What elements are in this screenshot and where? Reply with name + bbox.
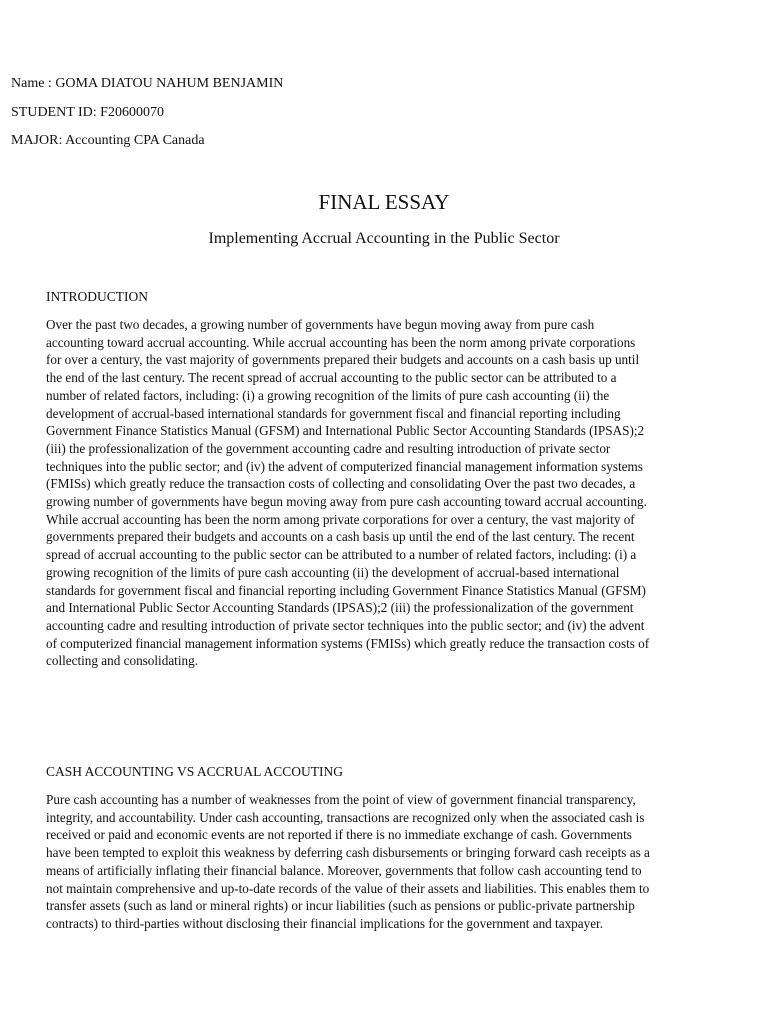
- paragraph-line: (iii) the professionalization of the government accounting cadre and resulting introduction of private sector: [46, 440, 611, 456]
- paragraph-line: While accrual accounting has been the norm among private corporations for over a century, the vast majority of: [46, 511, 635, 527]
- section-paragraph-introduction: [46, 316, 731, 670]
- essay-title: FINAL ESSAY: [318, 190, 450, 214]
- paragraph-line: governments prepared their budgets and accounts on a cash basis up until the end of the last century. The recent: [46, 529, 635, 545]
- paragraph-line: (FMISs) which greatly reduce the transaction costs of collecting and consolidating Over the past two decades, a: [46, 476, 636, 492]
- student-name: Name : GOMA DIATOU NAHUM BENJAMIN: [11, 76, 284, 91]
- paragraph-line: transfer assets (such as land or mineral rights) or incur liabilities (such as pensions or public-private partnership: [46, 898, 635, 914]
- paragraph-line: Government Finance Statistics Manual (GFSM) and International Public Sector Accounting Standards (IPSAS);2: [46, 423, 645, 439]
- paragraph-line: Over the past two decades, a growing number of governments have begun moving away from pure cash: [46, 317, 595, 332]
- paragraph-line: not maintain comprehensive and up-to-date records of the value of their assets and liabilities. This enables them to: [46, 880, 650, 896]
- section-heading-introduction: INTRODUCTION: [46, 289, 148, 304]
- paragraph-line: growing recognition of the limits of pure cash accounting (ii) the development of accrual-based international: [46, 564, 620, 580]
- student-id: STUDENT ID: F20600070: [11, 105, 164, 120]
- paragraph-line: techniques into the public sector; and (iv) the advent of computerized financial management information systems: [46, 458, 643, 474]
- paragraph-line: have been tempted to exploit this weakness by deferring cash disbursements or bringing forward cash receipts as a: [46, 845, 650, 861]
- paragraph-line: for over a century, the vast majority of governments prepared their budgets and accounts on a cash basis up until: [46, 352, 640, 368]
- section-heading-cash-vs-accrual: CASH ACCOUNTING VS ACCRUAL ACCOUTING: [46, 764, 344, 779]
- essay-subtitle: Implementing Accrual Accounting in the Public Sector: [208, 230, 560, 247]
- paragraph-line: growing number of governments have begun moving away from pure cash accounting toward accrual accounting.: [46, 494, 647, 510]
- paragraph-line: integrity, and accountability. Under cash accounting, transactions are recognized only when the associated cash is: [46, 809, 645, 825]
- paragraph-line: of computerized financial management information systems (FMISs) which greatly reduce the transaction costs of: [46, 635, 650, 651]
- section-paragraph-cash-vs-accrual: [46, 791, 731, 933]
- paragraph-line: accounting cadre and resulting introduction of private sector techniques into the public sector; and (iv) the advent: [46, 617, 645, 633]
- paragraph-line: Pure cash accounting has a number of weaknesses from the point of view of government financial transparency,: [46, 792, 636, 807]
- paragraph-line: received or paid and economic events are not reported if there is no immediate exchange of cash. Governments: [46, 827, 632, 843]
- paragraph-line: development of accrual-based international standards for government fiscal and financial reporting including: [46, 405, 621, 421]
- paragraph-line: number of related factors, including: (i) a growing recognition of the limits of pure cash accounting (ii) the: [46, 387, 610, 403]
- student-major: MAJOR: Accounting CPA Canada: [11, 133, 205, 148]
- paragraph-line: means of artificially inflating their financial balance. Moreover, governments that follow cash accounting tend to: [46, 862, 642, 878]
- paragraph-line: collecting and consolidating.: [46, 653, 198, 669]
- paragraph-line: spread of accrual accounting to the public sector can be attributed to a number of related factors, including: (i) a: [46, 547, 637, 563]
- paragraph-line: and International Public Sector Accounting Standards (IPSAS);2 (iii) the professionalization of the government: [46, 600, 634, 616]
- paragraph-line: contracts) to third-parties without disclosing their financial implications for the government and taxpayer.: [46, 915, 604, 931]
- paragraph-line: accounting toward accrual accounting. While accrual accounting has been the norm among private corporations: [46, 334, 636, 350]
- paragraph-line: standards for government fiscal and financial reporting including Government Finance Statistics Manual (GFSM): [46, 582, 646, 598]
- paragraph-line: the end of the last century. The recent spread of accrual accounting to the public sector can be attributed to a: [46, 370, 617, 386]
